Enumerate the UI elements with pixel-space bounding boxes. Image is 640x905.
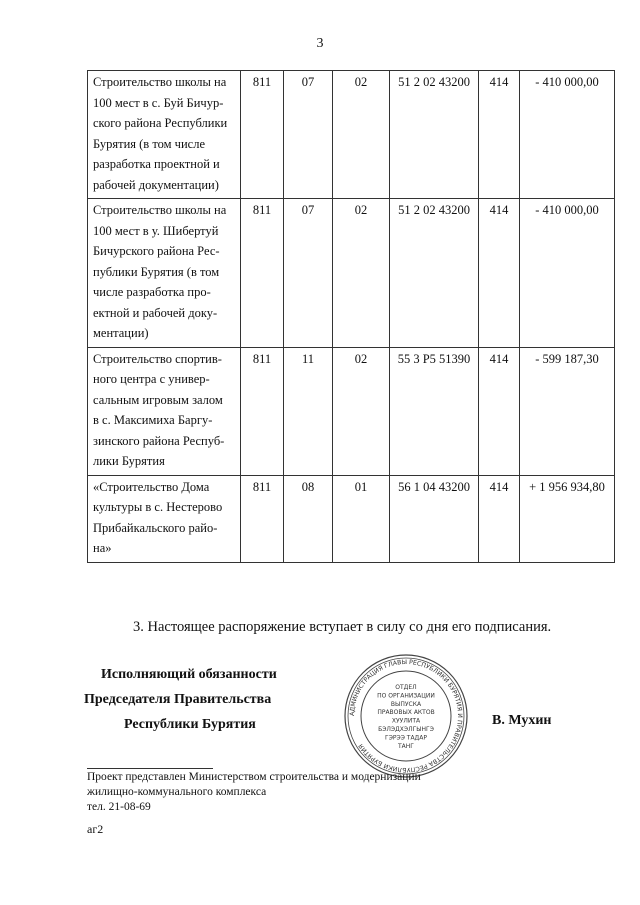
object-name-line: Строительство школы на <box>93 203 227 217</box>
cell-amount: - 599 187,30 <box>520 347 615 475</box>
cell-amount: - 410 000,00 <box>520 71 615 199</box>
cell-subsection: 01 <box>333 475 390 562</box>
signatory-title-line2: Председателя Правительства <box>84 692 272 707</box>
object-name-line: Прибайкальского райо- <box>93 520 218 535</box>
cell-amount: - 410 000,00 <box>520 199 615 348</box>
cell-admin-code: 811 <box>241 347 284 475</box>
document-reference: аг2 <box>87 822 104 836</box>
cell-section: 11 <box>284 347 333 475</box>
cell-object-name <box>88 347 241 475</box>
object-name-line: публики Бурятия (в том <box>93 264 220 279</box>
object-name-line: культуры в с. Нестерово <box>93 500 223 514</box>
cell-amount: + 1 956 934,80 <box>520 475 615 562</box>
footnote-divider <box>87 768 213 769</box>
seal-inner-line: ТАНГ <box>398 742 414 750</box>
seal-inner-line: БЭЛЭДХЭЛГЫНГЭ <box>378 726 434 733</box>
signatory-name: В. Мухин <box>492 713 552 728</box>
object-name-line: Бичурского района Рес- <box>93 244 220 258</box>
object-name-line: числе разработка про- <box>93 285 211 299</box>
object-name-line: на» <box>93 541 112 555</box>
cell-object-name <box>88 475 241 562</box>
budget-table <box>87 70 615 563</box>
seal-inner-line: ХУУЛИТА <box>391 717 421 725</box>
cell-admin-code: 811 <box>241 199 284 348</box>
signatory-title <box>84 662 277 737</box>
seal-inner-line: ГЭРЭЭ ТАДАР <box>385 734 427 742</box>
cell-subsection: 02 <box>333 199 390 348</box>
object-name-line: Бурятия (в том числе <box>93 136 205 151</box>
cell-target-code: 56 1 04 43200 <box>390 475 479 562</box>
object-name-line: лики Бурятия <box>93 454 165 468</box>
signatory-title-line3: Республики Бурятия <box>124 717 256 732</box>
object-name-line: ментации) <box>93 326 149 340</box>
cell-expense-type: 414 <box>479 347 520 475</box>
table-row <box>88 71 615 199</box>
cell-object-name <box>88 71 241 199</box>
page-number: 3 <box>316 36 324 51</box>
object-name-line: 100 мест в с. Буй Бичур- <box>93 95 224 110</box>
object-name-line: 100 мест в у. Шибертуй <box>93 223 219 238</box>
cell-target-code: 51 2 02 43200 <box>390 71 479 199</box>
table-row <box>88 199 615 348</box>
seal-inner-line: ПРАВОВЫХ АКТОВ <box>377 709 435 717</box>
cell-section: 07 <box>284 71 333 199</box>
cell-admin-code: 811 <box>241 71 284 199</box>
cell-expense-type: 414 <box>479 475 520 562</box>
object-name-line: ского района Республики <box>93 116 228 130</box>
seal-inner-line: ПО ОРГАНИЗАЦИИ <box>377 692 435 700</box>
cell-target-code: 51 2 02 43200 <box>390 199 479 348</box>
object-name-line: в с. Максимиха Баргу- <box>93 413 213 427</box>
object-name-line: рабочей документации) <box>93 177 219 192</box>
object-name-line: Строительство школы на <box>93 75 227 89</box>
cell-subsection: 02 <box>333 347 390 475</box>
cell-admin-code: 811 <box>241 475 284 562</box>
cell-expense-type: 414 <box>479 71 520 199</box>
footnote <box>87 770 421 815</box>
object-name-line: Строительство спортив- <box>93 351 222 366</box>
cell-subsection: 02 <box>333 71 390 199</box>
seal-ring-text: АДМИНИСТРАЦИЯ ГЛАВЫ РЕСПУБЛИКИ БУРЯТИЯ И ПРАВИТЕЛЬСТВА РЕСПУБЛИКИ БУРЯТИЯ <box>348 658 464 774</box>
seal-inner-line: ВЫПУСКА <box>390 700 422 708</box>
signatory-title-line1: Исполняющий обязанности <box>101 667 277 682</box>
table-row <box>88 475 615 562</box>
object-name-line: ектной и рабочей доку- <box>93 305 218 320</box>
cell-target-code: 55 3 P5 51390 <box>390 347 479 475</box>
clause-text: 3. Настоящее распоряжение вступает в силу со дня его подписания. <box>133 619 552 635</box>
cell-section: 07 <box>284 199 333 348</box>
object-name-line: «Строительство Дома <box>93 479 210 494</box>
object-name-line: сальным игровым залом <box>93 392 223 407</box>
official-seal <box>343 653 469 779</box>
cell-expense-type: 414 <box>479 199 520 348</box>
object-name-line: разработка проектной и <box>93 157 220 171</box>
footnote-line1: Проект представлен Министерством строительства и модернизации <box>87 771 421 783</box>
seal-inner-line: ОТДЕЛ <box>395 684 417 691</box>
table-row <box>88 347 615 475</box>
object-name-line: зинского района Респуб- <box>93 433 225 448</box>
footnote-line3: тел. 21-08-69 <box>87 801 151 813</box>
footnote-line2: жилищно-коммунального комплекса <box>87 786 267 798</box>
object-name-line: ного центра с универ- <box>93 372 210 386</box>
cell-object-name <box>88 199 241 348</box>
cell-section: 08 <box>284 475 333 562</box>
